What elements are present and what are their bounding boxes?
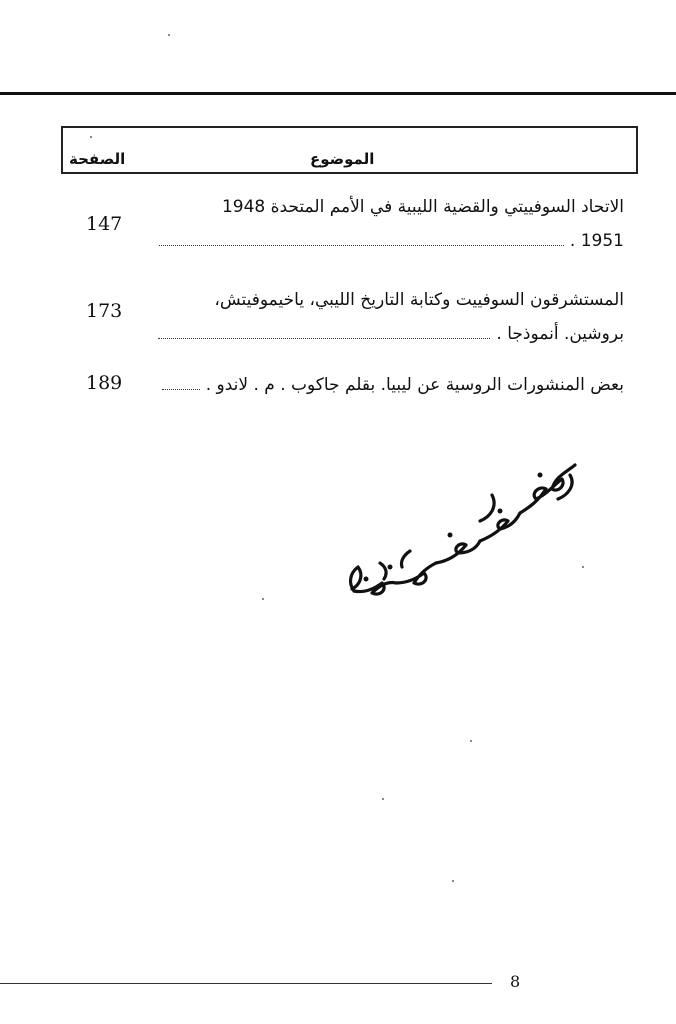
- scan-speck: [470, 740, 472, 742]
- dotted-leader: [159, 244, 564, 246]
- dotted-leader: [158, 337, 490, 339]
- footer-rule: [0, 983, 492, 984]
- entry-title-line: المستشرقون السوفييت وكتابة التاريخ الليبي، ياخيموفيتش،: [214, 290, 624, 310]
- scan-speck: [90, 136, 92, 138]
- entry-title: بعض المنشورات الروسية عن ليبيا. بقلم جاكوب . م . لاندو .: [205, 375, 624, 395]
- entry-title-line: [162, 375, 624, 395]
- header-topic-label: الموضوع: [310, 150, 375, 168]
- scan-speck: [262, 598, 264, 600]
- top-rule: [0, 92, 676, 95]
- entry-page-number: 173: [86, 300, 123, 322]
- entry-title-line-2: [158, 324, 624, 344]
- dotted-leader: [162, 388, 200, 390]
- entry-title-line-2: [159, 231, 624, 251]
- entry-title-line: الاتحاد السوفييتي والقضية الليبية في الأمم المتحدة 1948: [221, 197, 624, 217]
- entry-page-number: 189: [86, 372, 123, 394]
- entry-title-continuation: 1951 .: [569, 231, 624, 251]
- scan-speck: [382, 798, 384, 800]
- scan-speck: [582, 566, 584, 568]
- scan-speck: [452, 880, 454, 882]
- entry-title-continuation: بروشين. أنموذجا .: [496, 324, 624, 344]
- header-page-label: الصفحة: [69, 150, 126, 168]
- footer-page-number: 8: [510, 972, 521, 991]
- handwritten-signature: [340, 455, 590, 605]
- scan-speck: [168, 34, 170, 36]
- entry-page-number: 147: [86, 213, 123, 235]
